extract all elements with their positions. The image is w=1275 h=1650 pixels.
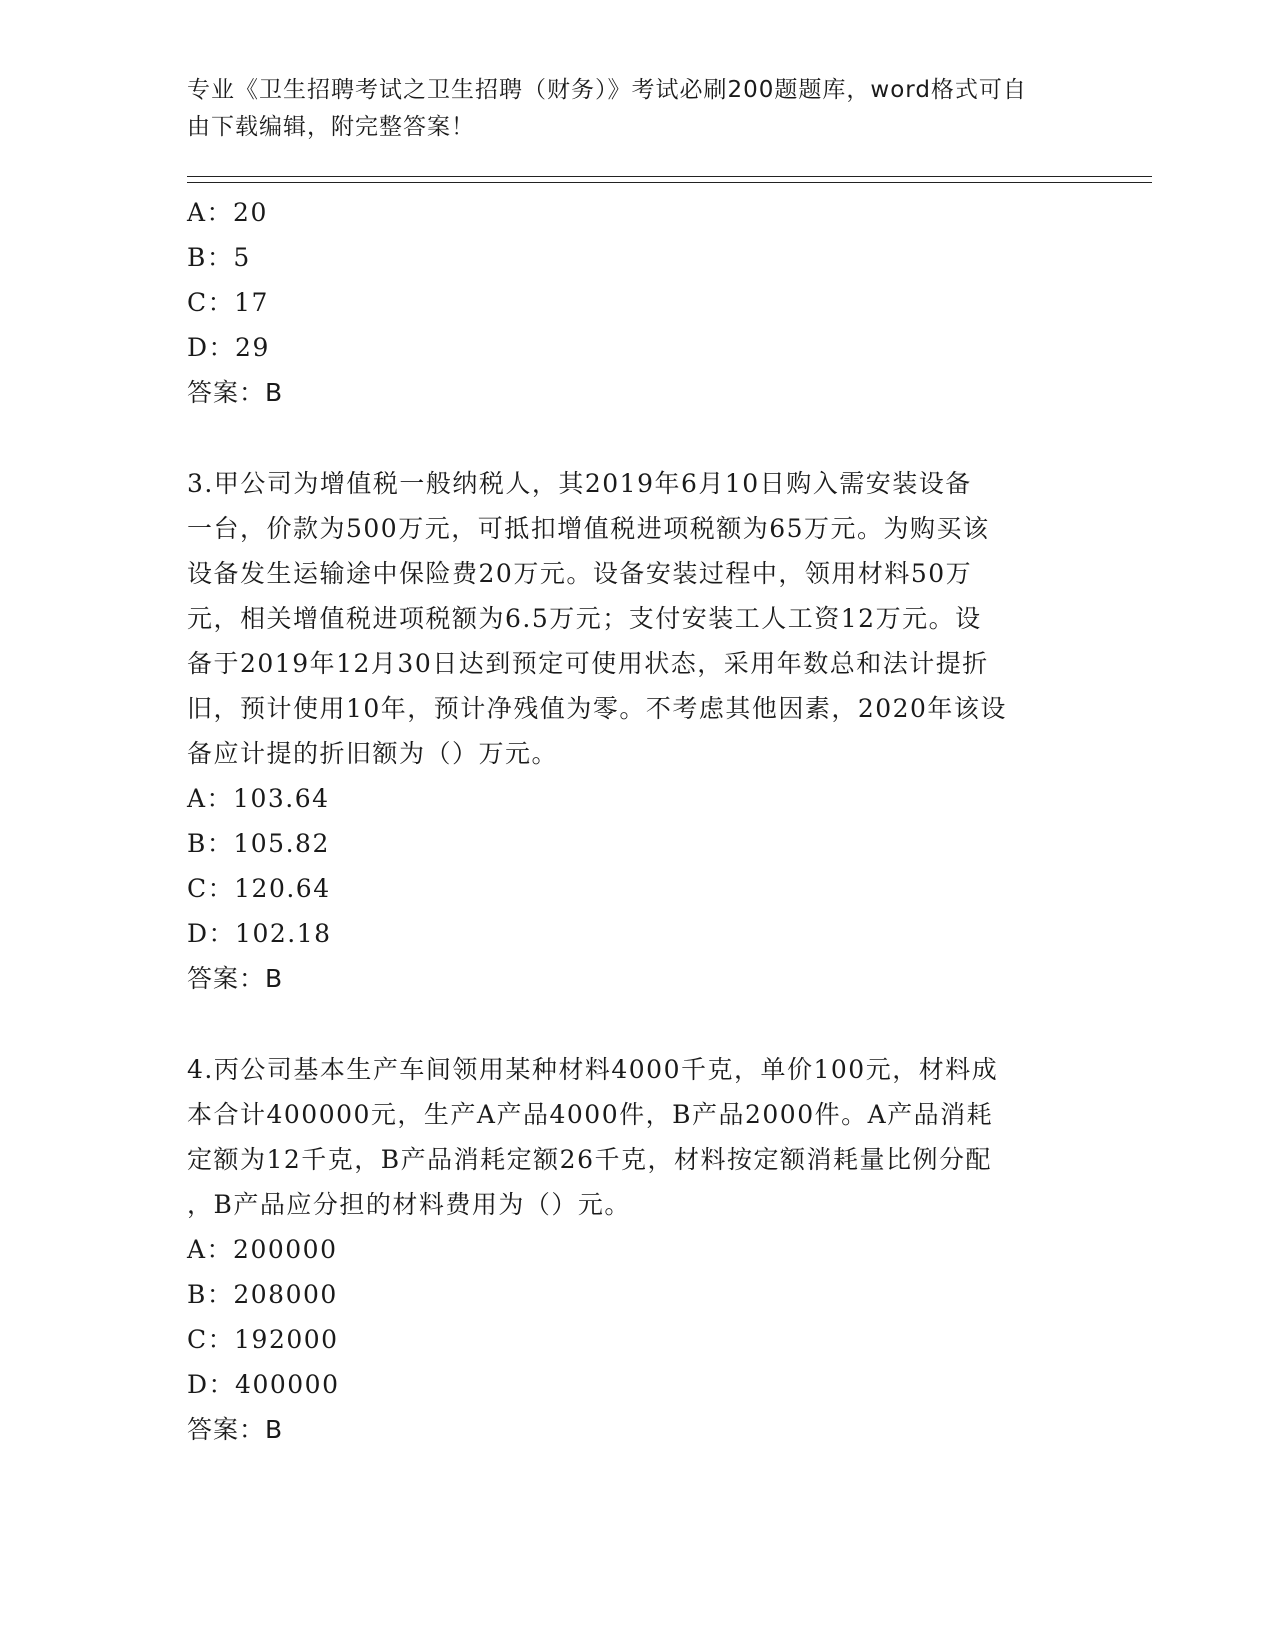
q4-option-c: C：192000 (187, 1325, 339, 1354)
q3-text-line: 元，相关增值税进项税额为6.5万元；支付安装工人工资12万元。设 (187, 604, 982, 633)
q4-text-line: 4.丙公司基本生产车间领用某种材料4000千克，单价100元，材料成 (187, 1055, 999, 1084)
q3-text-line: 一台，价款为500万元，可抵扣增值税进项税额为65万元。为购买该 (187, 514, 990, 543)
q4-option-b: B：208000 (187, 1280, 338, 1309)
q4-option-a: A：200000 (187, 1235, 338, 1264)
q3-answer: 答案：B (187, 964, 284, 993)
q3-text-line: 旧，预计使用10年，预计净残值为零。不考虑其他因素，2020年该设 (187, 694, 1007, 723)
header-line-2: 由下载编辑，附完整答案！ (187, 114, 475, 140)
header-line-1: 专业《卫生招聘考试之卫生招聘（财务）》考试必刷200题题库，word格式可自 (187, 77, 1027, 103)
q3-text-line: 备于2019年12月30日达到预定可使用状态，采用年数总和法计提折 (187, 649, 989, 678)
q4-text-line: ，B产品应分担的材料费用为（）元。 (187, 1190, 631, 1219)
header-divider-top (187, 176, 1152, 177)
document-header (187, 72, 1067, 146)
q2-option-a: A：20 (187, 198, 268, 227)
q2-answer: 答案：B (187, 378, 284, 407)
q3-option-d: D：102.18 (187, 919, 332, 948)
q4-option-d: D：400000 (187, 1370, 340, 1399)
q3-text-line: 设备发生运输途中保险费20万元。设备安装过程中，领用材料50万 (187, 559, 973, 588)
q3-option-a: A：103.64 (187, 784, 330, 813)
q3-option-c: C：120.64 (187, 874, 331, 903)
q3-option-b: B：105.82 (187, 829, 330, 858)
q2-option-c: C：17 (187, 288, 269, 317)
q3-text-line: 3.甲公司为增值税一般纳税人，其2019年6月10日购入需安装设备 (187, 469, 972, 498)
header-divider-bottom (187, 182, 1152, 183)
q3-text-line: 备应计提的折旧额为（）万元。 (187, 739, 559, 768)
q4-text-line: 定额为12千克，B产品消耗定额26千克，材料按定额消耗量比例分配 (187, 1145, 992, 1174)
q2-option-d: D：29 (187, 333, 270, 362)
q2-option-b: B：5 (187, 243, 251, 272)
q4-text-line: 本合计400000元，生产A产品4000件，B产品2000件。A产品消耗 (187, 1100, 994, 1129)
q4-answer: 答案：B (187, 1415, 284, 1444)
